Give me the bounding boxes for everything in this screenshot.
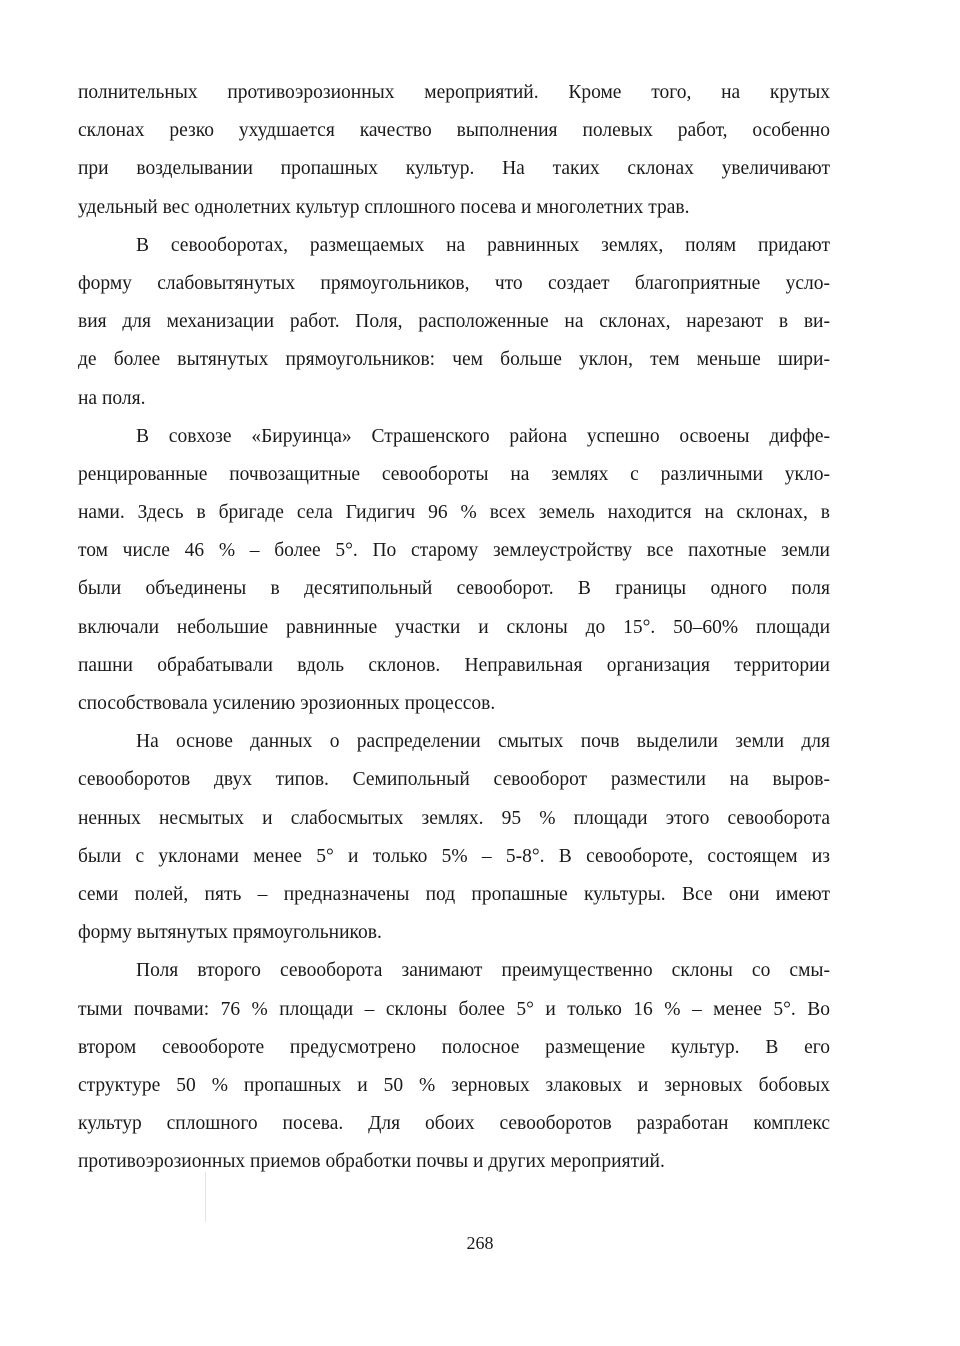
- text-line: структуре 50 % пропашных и 50 % зерновых злаковых и зерновых бобовых: [78, 1074, 830, 1096]
- text-line: противоэрозионных приемов обработки почвы и других мероприятий.: [78, 1151, 665, 1173]
- text-line: форму слабовытянутых прямоугольников, что создает благоприятные усло-: [78, 272, 830, 294]
- text-line: том числе 46 % – более 5°. По старому землеустройству все пахотные земли: [78, 540, 830, 562]
- text-line: удельный вес однолетних культур сплошного посева и многолетних трав.: [78, 196, 690, 218]
- text-line: были с уклонами менее 5° и только 5% – 5-8°. В севообороте, состоящем из: [78, 845, 830, 867]
- page-body: [78, 74, 830, 1181]
- text-line: вия для механизации работ. Поля, расположенные на склонах, нарезают в ви-: [78, 311, 830, 333]
- text-line: нами. Здесь в бригаде села Гидигич 96 % всех земель находится на склонах, в: [78, 502, 830, 524]
- text-line: были объединены в десятипольный севооборот. В границы одного поля: [78, 578, 830, 600]
- text-line: включали небольшие равнинные участки и склоны до 15°. 50–60% площади: [78, 616, 830, 638]
- text-line: ненных несмытых и слабосмытых землях. 95 % площади этого севооборота: [78, 807, 830, 829]
- paragraph-1: [78, 74, 830, 227]
- page-number: 268: [466, 1233, 494, 1253]
- text-line: полнительных противоэрозионных мероприятий. Кроме того, на крутых: [78, 82, 830, 103]
- text-line: ренцированные почвозащитные севообороты на землях с различными укло-: [78, 463, 830, 485]
- scan-crease: [205, 1172, 206, 1222]
- text-line: семи полей, пять – предназначены под пропашные культуры. Все они имеют: [78, 883, 830, 905]
- text-line: втором севообороте предусмотрено полосное размещение культур. В его: [78, 1036, 830, 1058]
- text-line: В совхозе «Бируинца» Страшенского района успешно освоены диффе-: [136, 425, 830, 447]
- text-line: на поля.: [78, 387, 146, 409]
- text-line: де более вытянутых прямоугольников: чем больше уклон, тем меньше шири-: [78, 349, 830, 371]
- text-line: В севооборотах, размещаемых на равнинных землях, полям придают: [136, 234, 830, 256]
- text-line: при возделывании пропашных культур. На таких склонах увеличивают: [78, 158, 830, 180]
- text-line: склонах резко ухудшается качество выполнения полевых работ, особенно: [78, 120, 830, 142]
- text-line: способствовала усилению эрозионных процессов.: [78, 693, 496, 714]
- paragraph-2: [78, 227, 830, 418]
- paragraph-5: [78, 952, 830, 1181]
- text-line: севооборотов двух типов. Семипольный севооборот разместили на выров-: [78, 769, 830, 791]
- text-line: культур сплошного посева. Для обоих севооборотов разработан комплекс: [78, 1113, 830, 1135]
- text-line: пашни обрабатывали вдоль склонов. Неправильная организация территории: [78, 654, 830, 676]
- text-line: тыми почвами: 76 % площади – склоны более 5° и только 16 % – менее 5°. Во: [78, 998, 830, 1020]
- text-line: форму вытянутых прямоугольников.: [78, 922, 382, 944]
- text-line: На основе данных о распределении смытых почв выделили земли для: [136, 731, 830, 753]
- paragraph-4: [78, 723, 830, 952]
- paragraph-3: [78, 418, 830, 724]
- text-line: Поля второго севооборота занимают преимущественно склоны со смы-: [136, 960, 830, 982]
